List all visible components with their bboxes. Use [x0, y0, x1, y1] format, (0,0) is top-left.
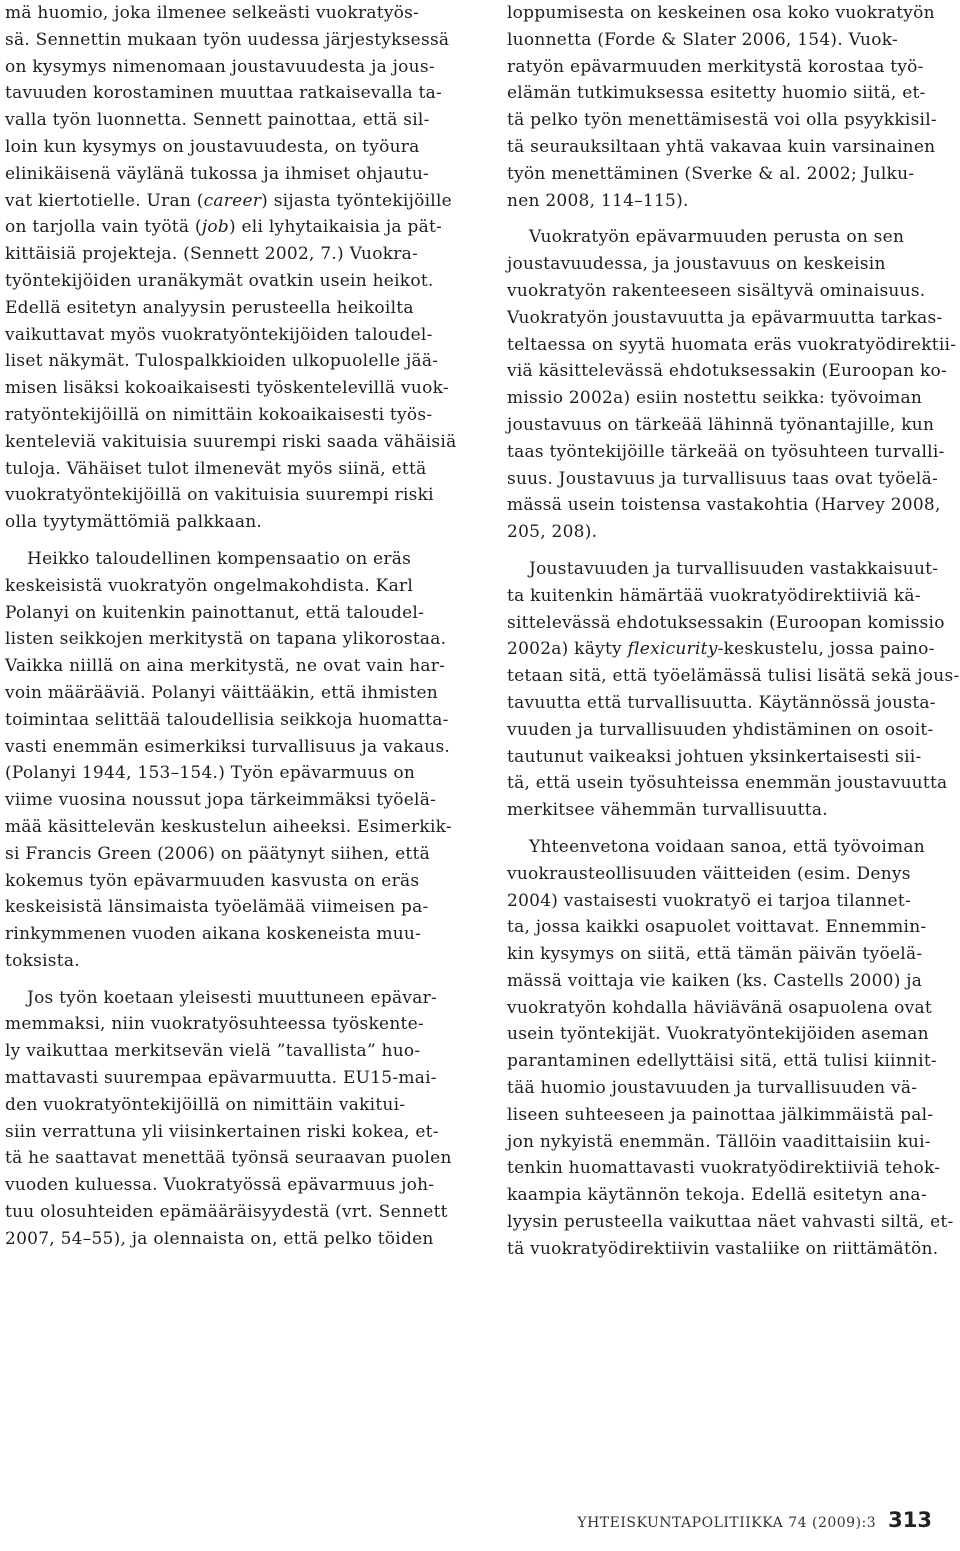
- text-line: keskeisistä länsimaista työelämää viimeisen pa-: [5, 897, 429, 918]
- text-line: suus. Joustavuus ja turvallisuus taas ovat työelä-: [507, 468, 938, 489]
- text-line: usein työntekijät. Vuokratyöntekijöiden aseman: [507, 1024, 929, 1045]
- text-line: joustavuudessa, ja joustavuus on keskeisin: [507, 254, 886, 275]
- text-line: liset näkymät. Tulospalkkioiden ulkopuolelle jää-: [5, 351, 439, 372]
- text-line: kokemus työn epävarmuuden kasvusta on eräs: [5, 870, 420, 891]
- text-line: lyysin perusteella vaikuttaa näet vahvasti siltä, et-: [507, 1212, 954, 1233]
- text-line: Yhteenvetona voidaan sanoa, että työvoiman: [529, 836, 925, 857]
- text-line: vaikuttavat myös vuokratyöntekijöiden taloudel-: [5, 324, 433, 345]
- text-line: tä vuokratyödirektiivin vastaliike on riittämätön.: [507, 1238, 939, 1259]
- text-line: mässä usein toistensa vastakohtia (Harvey 2008,: [507, 495, 941, 516]
- text-line: tuu olosuhteiden epämääräisyydestä (vrt. Sennett: [5, 1202, 448, 1223]
- text-line: loin kun kysymys on joustavuudesta, on työura: [5, 136, 420, 157]
- page-number: 313: [888, 1508, 932, 1532]
- page-footer: [577, 1508, 932, 1532]
- text-line: mää käsittelevän keskustelun aiheeksi. Esimerkik-: [5, 816, 452, 837]
- text-line: tavuuden korostaminen muuttaa ratkaisevalla ta-: [5, 83, 442, 104]
- text-line: tetaan sitä, että työelämässä tulisi lisätä sekä jous-: [507, 666, 960, 687]
- text-line: keskeisistä vuokratyön ongelmakohdista. Karl: [5, 575, 414, 596]
- text-line: Polanyi on kuitenkin painottanut, että taloudel-: [5, 602, 425, 623]
- text-line: kittäisiä projekteja. (Sennett 2002, 7.) Vuokra-: [5, 244, 419, 265]
- text-line: tuloja. Vähäiset tulot ilmenevät myös siinä, että: [5, 458, 427, 479]
- text-line: siin verrattuna yli viisinkertainen riski kokea, et-: [5, 1121, 439, 1142]
- text-line: vuokratyön kohdalla häviävänä osapuolena ovat: [507, 997, 932, 1018]
- text-line: tää huomio joustavuuden ja turvallisuuden vä-: [507, 1078, 918, 1099]
- text-line: tavuutta että turvallisuutta. Käytännössä jousta-: [507, 692, 936, 713]
- text-line: olla tyytymättömiä palkkaan.: [5, 512, 263, 533]
- text-line: memmaksi, niin vuokratyösuhteessa työskente-: [5, 1014, 424, 1035]
- text-line: joustavuus on tärkeää lähinnä työnantajille, kun: [507, 414, 935, 435]
- text-line: ta kuitenkin hämärtää vuokratyödirektiiviä kä-: [507, 585, 921, 606]
- text-line: tautunut vaikeaksi johtuen yksinkertaisesti sii-: [507, 746, 922, 767]
- text-line: luonnetta (Forde & Slater 2006, 154). Vuok-: [507, 29, 898, 50]
- right-column: [507, 0, 959, 1263]
- text-line: vuokrausteollisuuden väitteiden (esim. Denys: [507, 863, 911, 884]
- text-line: Vuokratyön epävarmuuden perusta on sen: [529, 227, 905, 248]
- text-line: vuokratyöntekijöillä on vakituisia suurempi riski: [5, 485, 434, 506]
- text-line: Edellä esitetyn analyysin perusteella heikoilta: [5, 297, 414, 318]
- text-line: si Francis Green (2006) on päätynyt siihen, että: [5, 843, 430, 864]
- text-line: (Polanyi 1944, 153–154.) Työn epävarmuus on: [5, 763, 416, 784]
- text-line: Joustavuuden ja turvallisuuden vastakkaisuut-: [529, 558, 939, 579]
- text-line: työn menettäminen (Sverke & al. 2002; Julku-: [507, 163, 915, 184]
- text-line: vuoden kuluessa. Vuokratyössä epävarmuus joh-: [5, 1175, 435, 1196]
- text-line: sä. Sennettin mukaan työn uudessa järjestyksessä: [5, 29, 450, 50]
- text-line: 2002a) käyty flexicurity-keskustelu, jossa paino-: [507, 639, 935, 660]
- text-line: parantaminen edellyttäisi sitä, että tulisi kiinnit-: [507, 1051, 937, 1072]
- text-line: työntekijöiden uranäkymät ovatkin usein heikot.: [5, 270, 434, 291]
- text-line: vuuden ja turvallisuuden yhdistäminen on osoit-: [507, 719, 934, 740]
- text-line: vat kiertotielle. Uran (career) sijasta työntekijöille: [5, 190, 452, 211]
- text-line: vasti enemmän esimerkiksi turvallisuus ja vakaus.: [5, 736, 451, 757]
- text-line: Jos työn koetaan yleisesti muuttuneen epävar-: [27, 987, 437, 1008]
- text-line: Vaikka niillä on aina merkitystä, ne ovat vain har-: [5, 656, 446, 677]
- text-line: ratyön epävarmuuden merkitystä korostaa työ-: [507, 56, 924, 77]
- text-line: voin määrääviä. Polanyi väittääkin, että ihmisten: [5, 682, 438, 703]
- text-line: on kysymys nimenomaan joustavuudesta ja jous-: [5, 56, 435, 77]
- text-line: listen seikkojen merkitystä on tapana ylikorostaa.: [5, 629, 447, 650]
- text-line: tenkin huomattavasti vuokratyödirektiiviä tehok-: [507, 1158, 941, 1179]
- text-line: Vuokratyön joustavuutta ja epävarmuutta tarkas-: [507, 307, 943, 328]
- text-line: ly vaikuttaa merkitsevän vielä ”tavallista” huo-: [5, 1041, 421, 1062]
- text-line: kin kysymys on siitä, että tämän päivän työelä-: [507, 944, 923, 965]
- text-line: loppumisesta on keskeinen osa koko vuokratyön: [507, 3, 935, 23]
- text-line: ratyöntekijöillä on nimittäin kokoaikaisesti työs-: [5, 404, 433, 425]
- text-line: liseen suhteeseen ja painottaa jälkimmäistä pal-: [507, 1104, 934, 1125]
- text-line: toksista.: [5, 950, 80, 971]
- text-line: nen 2008, 114–115).: [507, 190, 689, 211]
- text-line: rinkymmenen vuoden aikana koskeneista muu-: [5, 924, 422, 945]
- text-line: 2007, 54–55), ja olennaista on, että pelko töiden: [5, 1228, 434, 1249]
- text-line: kaampia käytännön tekoja. Edellä esitetyn ana-: [507, 1185, 927, 1206]
- text-line: valla työn luonnetta. Sennett painottaa, että sil-: [5, 110, 430, 131]
- text-line: taas työntekijöille tärkeää on työsuhteen turvalli-: [507, 441, 945, 462]
- text-line: teltaessa on syytä huomata eräs vuokratyödirektii-: [507, 334, 957, 355]
- text-line: vuokratyön rakenteeseen sisältyvä ominaisuus.: [507, 280, 926, 301]
- text-line: tä seurauksiltaan yhtä vakavaa kuin varsinainen: [507, 136, 936, 157]
- text-line: sittelevässä ehdotuksessakin (Euroopan komissio: [507, 612, 945, 633]
- text-line: elämän tutkimuksessa esitetty huomio siitä, et-: [507, 83, 926, 104]
- text-line: kenteleviä vakituisia suurempi riski saada vähäisiä: [5, 431, 457, 452]
- text-line: toimintaa selittää taloudellisia seikkoja huomatta-: [5, 709, 449, 730]
- text-line: misen lisäksi kokoaikaisesti työskentelevillä vuok-: [5, 378, 449, 399]
- text-line: missio 2002a) esiin nostettu seikka: työvoiman: [507, 388, 923, 409]
- left-column: [5, 0, 457, 1253]
- text-line: viime vuosina noussut jopa tärkeimmäksi työelä-: [5, 790, 437, 811]
- text-line: den vuokratyöntekijöillä on nimittäin vakitui-: [5, 1094, 406, 1115]
- text-line: ta, jossa kaikki osapuolet voittavat. Ennemmin-: [507, 917, 927, 938]
- text-line: merkitsee vähemmän turvallisuutta.: [507, 800, 828, 821]
- text-line: mattavasti suurempaa epävarmuutta. EU15-mai-: [5, 1068, 437, 1089]
- text-line: jon nykyistä enemmän. Tällöin vaadittaisiin kui-: [507, 1131, 931, 1152]
- text-line: mässä voittaja vie kaiken (ks. Castells 2000) ja: [507, 970, 923, 991]
- text-line: 2004) vastaisesti vuokratyö ei tarjoa tilannet-: [507, 890, 911, 911]
- text-line: tä, että usein työsuhteissa enemmän joustavuutta: [507, 773, 948, 794]
- text-line: on tarjolla vain työtä (job) eli lyhytaikaisia ja pät-: [5, 217, 443, 238]
- text-line: tä he saattavat menettää työnsä seuraavan puolen: [5, 1148, 452, 1169]
- text-line: viä käsittelevässä ehdotuksessakin (Euroopan ko-: [507, 361, 948, 382]
- text-line: tä pelko työn menettämisestä voi olla psyykkisil-: [507, 110, 937, 131]
- journal-title: YHTEISKUNTAPOLITIIKKA 74 (2009):3: [577, 1515, 877, 1531]
- text-line: mä huomio, joka ilmenee selkeästi vuokratyös-: [5, 3, 420, 23]
- text-line: elinikäisenä väylänä tukossa ja ihmiset ohjautu-: [5, 163, 430, 184]
- text-line: 205, 208).: [507, 522, 598, 543]
- text-line: Heikko taloudellinen kompensaatio on eräs: [27, 548, 412, 569]
